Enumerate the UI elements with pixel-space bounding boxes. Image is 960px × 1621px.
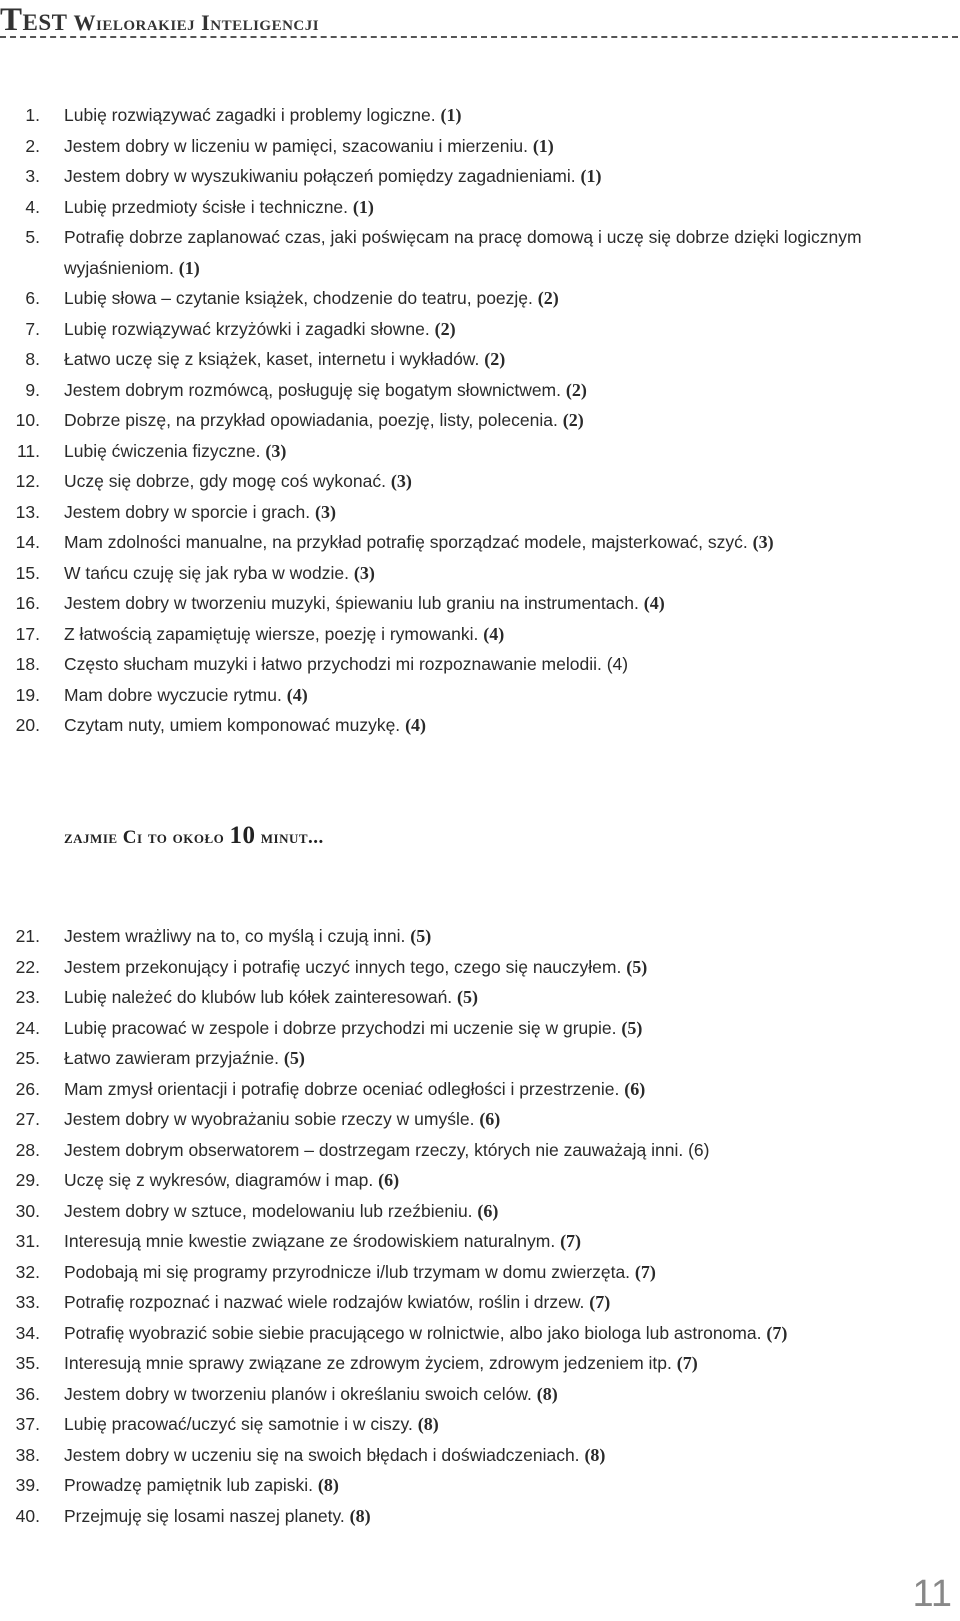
item-group-marker: (7) [589, 1292, 611, 1312]
time-note-after: minut... [255, 827, 324, 848]
item-group-marker: (8) [417, 1414, 439, 1434]
list-item [0, 1043, 940, 1074]
item-group-marker: (4) [643, 593, 665, 613]
item-number: 2. [25, 135, 40, 156]
item-group-marker: (4) [286, 684, 308, 705]
item-text: Interesują mnie sprawy związane ze zdrowym życiem, zdrowym jedzeniem itp. [64, 1353, 672, 1373]
time-note-number: 10 [229, 822, 256, 849]
page-title-rest: Wielorakiej Inteligencji [73, 10, 320, 35]
list-item [0, 1196, 940, 1227]
item-group-marker: (3) [752, 532, 774, 552]
item-group-marker: (6) [477, 1200, 499, 1221]
item-text: W tańcu czuję się jak ryba w wodzie. [64, 562, 349, 583]
item-text: Z łatwością zapamiętuję wiersze, poezję i rymowanki. [64, 623, 479, 644]
item-group-marker: (2) [565, 379, 587, 400]
page-number: 11 [912, 1573, 952, 1615]
item-number: 24. [15, 1017, 40, 1038]
item-group-marker: (2) [434, 318, 456, 339]
item-text: Lubię przedmioty ścisłe i techniczne. [64, 196, 349, 217]
list-item [0, 921, 940, 952]
item-text: Jestem dobry w wyobrażaniu sobie rzeczy w umyśle. [64, 1109, 475, 1129]
item-text: Czytam nuty, umiem komponować muzykę. [64, 715, 401, 735]
item-text: Uczę się z wykresów, diagramów i map. [64, 1170, 374, 1190]
item-number: 34. [15, 1322, 40, 1343]
question-list-part-1 [0, 100, 940, 741]
item-number: 29. [15, 1170, 40, 1190]
item-group-marker: (7) [560, 1231, 582, 1251]
list-item [0, 436, 940, 467]
list-item [0, 466, 940, 497]
list-item [0, 192, 940, 223]
item-text: Jestem dobry w sztuce, modelowaniu lub rzeźbieniu. [64, 1200, 473, 1221]
item-number: 36. [15, 1383, 40, 1404]
item-group-marker: (7) [634, 1261, 656, 1282]
item-text: Potrafię dobrze zaplanować czas, jaki poświęcam na pracę domową i uczę się dobrze dzięki logicznym wyjaśnieniom. [64, 227, 862, 278]
list-item [0, 1501, 940, 1532]
item-group-marker: (7) [676, 1353, 698, 1373]
item-group-marker: (2) [484, 349, 506, 369]
item-group-marker: (5) [283, 1048, 305, 1068]
list-item [0, 558, 940, 589]
item-text: Lubię pracować w zespole i dobrze przychodzi mi uczenie się w grupie. [64, 1017, 617, 1038]
list-item [0, 131, 940, 162]
question-list-part-2 [0, 921, 940, 1531]
list-item [0, 405, 940, 436]
list-item [0, 619, 940, 650]
item-group-marker: (7) [766, 1322, 788, 1343]
item-number: 40. [15, 1505, 40, 1526]
item-text: Lubię należeć do klubów lub kółek zainteresowań. [64, 987, 453, 1007]
item-text: Jestem dobry w uczeniu się na swoich błędach i doświadczeniach. [64, 1444, 580, 1465]
item-number: 30. [15, 1200, 40, 1221]
list-item [0, 1104, 940, 1135]
item-group-marker: (1) [178, 257, 200, 278]
item-text: Jestem wrażliwy na to, co myślą i czują inni. [64, 926, 406, 946]
list-item [0, 1257, 940, 1288]
item-text: Mam dobre wyczucie rytmu. [64, 684, 282, 705]
list-item [0, 1165, 940, 1196]
list-item [0, 375, 940, 406]
page-title [0, 2, 319, 39]
item-number: 33. [15, 1292, 40, 1312]
item-text: Jestem dobry w tworzeniu planów i określaniu swoich celów. [64, 1383, 532, 1404]
item-number: 1. [25, 105, 40, 125]
item-group-marker: (2) [562, 410, 584, 430]
item-group-marker: (5) [410, 926, 432, 946]
list-item [0, 497, 940, 528]
item-number: 3. [25, 166, 40, 186]
item-group-marker: (1) [440, 105, 462, 125]
list-item [0, 1348, 940, 1379]
item-number: 26. [15, 1078, 40, 1099]
item-group-marker: (8) [317, 1475, 339, 1495]
list-item [0, 1074, 940, 1105]
list-item [0, 1226, 940, 1257]
list-item [0, 222, 940, 283]
list-item [0, 649, 940, 680]
item-number: 6. [25, 288, 40, 308]
item-text: Jestem dobry w tworzeniu muzyki, śpiewaniu lub graniu na instrumentach. [64, 593, 639, 613]
list-item [0, 100, 940, 131]
item-group-marker: (8) [584, 1444, 606, 1465]
item-text: Łatwo uczę się z książek, kaset, internetu i wykładów. [64, 349, 480, 369]
item-number: 12. [15, 471, 40, 491]
item-text: Lubię rozwiązywać zagadki i problemy logiczne. [64, 105, 436, 125]
item-text: Lubię ćwiczenia fizyczne. [64, 440, 261, 461]
item-group-marker: (6) [378, 1170, 400, 1190]
item-number: 27. [15, 1109, 40, 1129]
item-text: Lubię słowa – czytanie książek, chodzenie do teatru, poezję. [64, 288, 533, 308]
item-text: Mam zdolności manualne, na przykład potrafię sporządzać modele, majsterkować, szyć. [64, 532, 748, 552]
list-item [0, 1409, 940, 1440]
item-number: 14. [15, 532, 40, 552]
item-group-marker: (5) [621, 1017, 643, 1038]
item-number: 18. [15, 654, 40, 674]
item-number: 11. [16, 440, 40, 461]
item-number: 25. [15, 1048, 40, 1068]
item-text: Łatwo zawieram przyjaźnie. [64, 1048, 279, 1068]
item-group-marker: (4) [405, 715, 427, 735]
time-note-before: zajmie Ci to około [64, 827, 230, 848]
item-number: 22. [15, 956, 40, 977]
time-estimate-note [64, 822, 324, 850]
list-item [0, 314, 940, 345]
item-number: 17. [15, 623, 40, 644]
item-number: 15. [15, 562, 40, 583]
item-text: Jestem dobry w liczeniu w pamięci, szacowaniu i mierzeniu. [64, 135, 528, 156]
item-number: 20. [15, 715, 40, 735]
item-text: Lubię pracować/uczyć się samotnie i w ciszy. [64, 1414, 413, 1434]
item-group-marker: (6) [479, 1109, 501, 1129]
item-number: 37. [15, 1414, 40, 1434]
item-number: 7. [25, 318, 40, 339]
list-item [0, 982, 940, 1013]
item-text: Jestem dobrym rozmówcą, posługuję się bogatym słownictwem. [64, 379, 561, 400]
item-group-marker: (1) [532, 135, 554, 156]
item-text: Jestem przekonujący i potrafię uczyć innych tego, czego się nauczyłem. [64, 956, 622, 977]
item-number: 23. [15, 987, 40, 1007]
item-text: Lubię rozwiązywać krzyżówki i zagadki słowne. [64, 318, 430, 339]
item-number: 38. [15, 1444, 40, 1465]
item-number: 5. [25, 227, 40, 247]
item-number: 10. [15, 410, 40, 430]
item-group-marker: (1) [580, 166, 602, 186]
list-item [0, 1318, 940, 1349]
item-text: Potrafię rozpoznać i nazwać wiele rodzajów kwiatów, roślin i drzew. [64, 1292, 585, 1312]
list-item [0, 1379, 940, 1410]
list-item [0, 588, 940, 619]
item-number: 31. [15, 1231, 40, 1251]
item-group-marker: (3) [314, 501, 336, 522]
item-number: 9. [25, 379, 40, 400]
item-text: Jestem dobry w wyszukiwaniu połączeń pomiędzy zagadnieniami. [64, 166, 576, 186]
item-number: 32. [15, 1261, 40, 1282]
item-group-marker: (3) [353, 562, 375, 583]
header-divider [0, 36, 958, 38]
item-number: 4. [25, 196, 40, 217]
item-group-marker: (8) [536, 1383, 558, 1404]
page-title-first-word: Test [0, 2, 68, 38]
item-group-marker: (3) [265, 440, 287, 461]
list-item [0, 1013, 940, 1044]
item-text: Mam zmysł orientacji i potrafię dobrze oceniać odległości i przestrzenie. [64, 1078, 620, 1099]
item-number: 39. [15, 1475, 40, 1495]
list-item [0, 680, 940, 711]
item-text: Potrafię wyobrazić sobie siebie pracującego w rolnictwie, albo jako biologa lub astronoma. [64, 1322, 762, 1343]
item-text: Przejmuję się losami naszej planety. [64, 1505, 345, 1526]
list-item [0, 1135, 940, 1166]
item-number: 28. [15, 1139, 40, 1160]
item-text: Jestem dobrym obserwatorem – dostrzegam rzeczy, których nie zauważają inni. (6) [64, 1139, 710, 1160]
list-item [0, 1440, 940, 1471]
list-item [0, 344, 940, 375]
item-number: 8. [25, 349, 40, 369]
item-group-marker: (3) [390, 471, 412, 491]
item-number: 21. [15, 926, 40, 946]
item-text: Często słucham muzyki i łatwo przychodzi mi rozpoznawanie melodii. (4) [64, 654, 629, 674]
item-text: Dobrze piszę, na przykład opowiadania, poezję, listy, polecenia. [64, 410, 558, 430]
item-text: Prowadzę pamiętnik lub zapiski. [64, 1475, 314, 1495]
item-text: Uczę się dobrze, gdy mogę coś wykonać. [64, 471, 386, 491]
item-group-marker: (2) [537, 288, 559, 308]
item-text: Interesują mnie kwestie związane ze środowiskiem naturalnym. [64, 1231, 556, 1251]
item-group-marker: (4) [483, 623, 505, 644]
list-item [0, 1287, 940, 1318]
item-text: Jestem dobry w sporcie i grach. [64, 501, 311, 522]
list-item [0, 283, 940, 314]
item-group-marker: (8) [349, 1505, 371, 1526]
item-group-marker: (5) [457, 987, 479, 1007]
item-group-marker: (5) [626, 956, 648, 977]
item-number: 13. [15, 501, 40, 522]
item-text: Podobają mi się programy przyrodnicze i/lub trzymam w domu zwierzęta. [64, 1261, 631, 1282]
item-group-marker: (1) [352, 196, 374, 217]
item-number: 19. [15, 684, 40, 705]
list-item [0, 952, 940, 983]
list-item [0, 710, 940, 741]
list-item [0, 161, 940, 192]
item-number: 16. [15, 593, 40, 613]
list-item [0, 1470, 940, 1501]
item-number: 35. [15, 1353, 40, 1373]
list-item [0, 527, 940, 558]
item-group-marker: (6) [624, 1078, 646, 1099]
